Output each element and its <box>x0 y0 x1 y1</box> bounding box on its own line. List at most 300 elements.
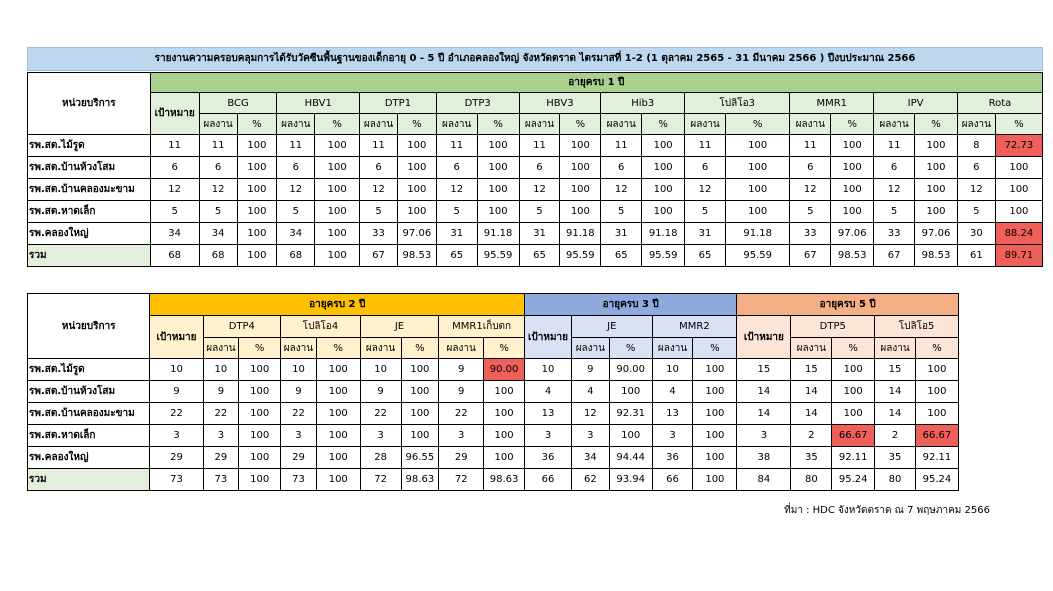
percent-value: 96.55 <box>401 447 439 469</box>
percent-value: 66.67 <box>832 425 875 447</box>
percent-value: 100 <box>316 381 360 403</box>
percent-value: 100 <box>397 157 436 179</box>
work-value: 65 <box>601 245 642 267</box>
work-value: 11 <box>519 135 560 157</box>
work-value: 3 <box>439 425 484 447</box>
target-value: 10 <box>525 359 572 381</box>
work-value: 3 <box>281 425 317 447</box>
percent-value: 100 <box>915 381 958 403</box>
percent-value: 100 <box>316 425 360 447</box>
target-header: เป้าหมาย <box>150 316 203 359</box>
percent-value: 100 <box>316 403 360 425</box>
percent-value: 92.11 <box>832 447 875 469</box>
vaccine-header: HBV1 <box>277 93 360 114</box>
work-value: 73 <box>203 469 239 491</box>
percent-value: 100 <box>642 157 685 179</box>
percent-value: 89.71 <box>995 245 1042 267</box>
percent-value: 100 <box>725 201 789 223</box>
percent-value: 100 <box>693 381 737 403</box>
percent-value: 100 <box>915 135 958 157</box>
vaccine-header: MMR1เก็บตก <box>439 316 525 338</box>
target-header: เป้าหมาย <box>525 316 572 359</box>
age1-coverage-table <box>27 72 1043 267</box>
percent-value: 91.18 <box>642 223 685 245</box>
percent-value: 100 <box>560 157 601 179</box>
work-value: 2 <box>875 425 916 447</box>
unit-name: รพ.สต.บ้านห้วงโสม <box>28 381 150 403</box>
work-value: 65 <box>519 245 560 267</box>
work-subheader: ผลงาน <box>652 338 693 359</box>
vaccine-header: BCG <box>199 93 277 114</box>
percent-value: 98.63 <box>484 469 525 491</box>
work-value: 5 <box>685 201 726 223</box>
percent-value: 100 <box>484 425 525 447</box>
percent-value: 100 <box>239 403 281 425</box>
target-value: 9 <box>150 381 203 403</box>
percent-value: 97.06 <box>397 223 436 245</box>
percent-value: 100 <box>915 179 958 201</box>
percent-value: 100 <box>477 179 519 201</box>
target-value: 3 <box>525 425 572 447</box>
percent-subheader: % <box>915 114 958 135</box>
work-value: 29 <box>281 447 317 469</box>
percent-value: 100 <box>560 201 601 223</box>
unit-name: รพ.สต.บ้านคลองมะขาม <box>28 179 151 201</box>
work-value: 15 <box>875 359 916 381</box>
percent-value: 100 <box>239 425 281 447</box>
percent-subheader: % <box>832 338 875 359</box>
work-value: 33 <box>874 223 915 245</box>
work-value: 80 <box>875 469 916 491</box>
work-value: 5 <box>957 201 995 223</box>
target-value: 34 <box>150 223 199 245</box>
work-value: 9 <box>203 381 239 403</box>
unit-header: หน่วยบริการ <box>28 294 150 359</box>
percent-value: 100 <box>239 381 281 403</box>
target-value: 36 <box>525 447 572 469</box>
work-value: 31 <box>601 223 642 245</box>
unit-name: รพ.สต.หาดเล็ก <box>28 201 151 223</box>
percent-value: 100 <box>316 447 360 469</box>
work-value: 36 <box>652 447 693 469</box>
source-note: ที่มา : HDC จังหวัดตราด ณ 7 พฤษภาคม 2566 <box>784 505 990 516</box>
work-value: 11 <box>199 135 237 157</box>
report-title: รายงานความครอบคลุมการได้รับวัคซีนพื้นฐานของเด็กอายุ 0 - 5 ปี อำเภอคลองใหญ่ จังหวัดตราด ไตรมาสที่ 1-2 (1 ตุลาคม 2565 - 31 มีนาคม 2566 ) ปีงบประมาณ 2566 <box>27 47 1043 71</box>
work-value: 5 <box>199 201 237 223</box>
work-value: 33 <box>790 223 831 245</box>
work-value: 6 <box>277 157 315 179</box>
work-value: 67 <box>360 245 398 267</box>
percent-value: 100 <box>484 381 525 403</box>
percent-subheader: % <box>397 114 436 135</box>
percent-subheader: % <box>995 114 1042 135</box>
work-value: 9 <box>360 381 401 403</box>
percent-value: 92.11 <box>915 447 958 469</box>
age5-header: อายุครบ 5 ปี <box>737 294 959 316</box>
work-value: 6 <box>360 157 398 179</box>
percent-value: 100 <box>237 201 277 223</box>
target-value: 10 <box>150 359 203 381</box>
work-value: 34 <box>277 223 315 245</box>
percent-value: 88.24 <box>995 223 1042 245</box>
percent-subheader: % <box>239 338 281 359</box>
work-value: 5 <box>436 201 477 223</box>
work-value: 68 <box>199 245 237 267</box>
percent-value: 100 <box>239 469 281 491</box>
percent-value: 98.53 <box>397 245 436 267</box>
work-value: 5 <box>360 201 398 223</box>
percent-value: 100 <box>832 359 875 381</box>
percent-value: 91.18 <box>477 223 519 245</box>
work-value: 11 <box>874 135 915 157</box>
work-value: 6 <box>957 157 995 179</box>
percent-value: 100 <box>831 135 874 157</box>
work-value: 28 <box>360 447 401 469</box>
target-value: 14 <box>737 403 791 425</box>
work-value: 62 <box>571 469 609 491</box>
work-value: 12 <box>957 179 995 201</box>
percent-subheader: % <box>831 114 874 135</box>
age-group-header: อายุครบ 1 ปี <box>150 73 1042 93</box>
work-subheader: ผลงาน <box>791 338 832 359</box>
work-value: 15 <box>791 359 832 381</box>
percent-value: 72.73 <box>995 135 1042 157</box>
total-row-label: รวม <box>28 469 150 491</box>
work-value: 11 <box>685 135 726 157</box>
work-value: 12 <box>685 179 726 201</box>
work-value: 12 <box>519 179 560 201</box>
target-value: 15 <box>737 359 791 381</box>
work-value: 6 <box>685 157 726 179</box>
work-value: 31 <box>519 223 560 245</box>
work-value: 65 <box>436 245 477 267</box>
percent-value: 100 <box>315 157 360 179</box>
age2-header: อายุครบ 2 ปี <box>150 294 525 316</box>
unit-name: รพ.สต.หาดเล็ก <box>28 425 150 447</box>
percent-value: 100 <box>642 201 685 223</box>
work-value: 12 <box>360 179 398 201</box>
work-subheader: ผลงาน <box>277 114 315 135</box>
work-value: 5 <box>277 201 315 223</box>
work-value: 22 <box>360 403 401 425</box>
unit-name: รพ.คลองใหญ่ <box>28 447 150 469</box>
percent-value: 98.63 <box>401 469 439 491</box>
work-value: 33 <box>360 223 398 245</box>
percent-value: 100 <box>315 135 360 157</box>
work-value: 5 <box>874 201 915 223</box>
work-subheader: ผลงาน <box>203 338 239 359</box>
vaccine-header: Rota <box>957 93 1042 114</box>
percent-value: 95.24 <box>915 469 958 491</box>
percent-value: 100 <box>560 135 601 157</box>
vaccine-header: โปลิโอ4 <box>281 316 361 338</box>
percent-subheader: % <box>642 114 685 135</box>
work-value: 9 <box>281 381 317 403</box>
work-value: 72 <box>360 469 401 491</box>
percent-subheader: % <box>315 114 360 135</box>
percent-value: 66.67 <box>915 425 958 447</box>
percent-value: 100 <box>609 381 652 403</box>
target-value: 12 <box>150 179 199 201</box>
percent-value: 100 <box>315 179 360 201</box>
percent-value: 100 <box>484 447 525 469</box>
percent-subheader: % <box>401 338 439 359</box>
percent-value: 100 <box>401 359 439 381</box>
work-value: 5 <box>601 201 642 223</box>
work-value: 12 <box>874 179 915 201</box>
work-subheader: ผลงาน <box>360 338 401 359</box>
percent-value: 100 <box>237 157 277 179</box>
work-value: 31 <box>436 223 477 245</box>
percent-value: 100 <box>832 403 875 425</box>
target-value: 3 <box>737 425 791 447</box>
vaccine-header: JE <box>360 316 439 338</box>
work-value: 22 <box>439 403 484 425</box>
work-value: 5 <box>790 201 831 223</box>
target-header: เป้าหมาย <box>737 316 791 359</box>
work-subheader: ผลงาน <box>199 114 237 135</box>
percent-value: 100 <box>237 179 277 201</box>
percent-value: 100 <box>642 135 685 157</box>
work-value: 65 <box>685 245 726 267</box>
target-value: 6 <box>150 157 199 179</box>
target-value: 5 <box>150 201 199 223</box>
percent-value: 100 <box>316 469 360 491</box>
work-value: 4 <box>652 381 693 403</box>
vaccine-header: MMR1 <box>790 93 874 114</box>
work-value: 35 <box>875 447 916 469</box>
percent-value: 100 <box>401 425 439 447</box>
work-value: 9 <box>571 359 609 381</box>
target-value: 4 <box>525 381 572 403</box>
work-subheader: ผลงาน <box>571 338 609 359</box>
work-value: 29 <box>439 447 484 469</box>
target-value: 13 <box>525 403 572 425</box>
percent-subheader: % <box>693 338 737 359</box>
percent-value: 100 <box>693 447 737 469</box>
work-value: 66 <box>652 469 693 491</box>
percent-value: 92.31 <box>609 403 652 425</box>
unit-name: รพ.คลองใหญ่ <box>28 223 151 245</box>
percent-value: 100 <box>693 469 737 491</box>
work-value: 12 <box>601 179 642 201</box>
target-value: 3 <box>150 425 203 447</box>
work-value: 12 <box>571 403 609 425</box>
percent-value: 100 <box>315 201 360 223</box>
work-value: 10 <box>203 359 239 381</box>
unit-name: รพ.สต.ไม้รูด <box>28 359 150 381</box>
percent-subheader: % <box>484 338 525 359</box>
work-value: 5 <box>519 201 560 223</box>
work-value: 35 <box>791 447 832 469</box>
work-subheader: ผลงาน <box>790 114 831 135</box>
target-value: 68 <box>150 245 199 267</box>
work-value: 29 <box>203 447 239 469</box>
work-value: 13 <box>652 403 693 425</box>
vaccine-header: DTP1 <box>360 93 437 114</box>
work-value: 22 <box>203 403 239 425</box>
age2-5-coverage-table <box>27 293 959 491</box>
work-subheader: ผลงาน <box>601 114 642 135</box>
percent-value: 97.06 <box>915 223 958 245</box>
percent-subheader: % <box>609 338 652 359</box>
percent-value: 94.44 <box>609 447 652 469</box>
percent-value: 91.18 <box>560 223 601 245</box>
work-value: 2 <box>791 425 832 447</box>
percent-value: 100 <box>831 157 874 179</box>
work-value: 6 <box>199 157 237 179</box>
work-value: 3 <box>203 425 239 447</box>
target-value: 22 <box>150 403 203 425</box>
percent-value: 100 <box>237 223 277 245</box>
work-value: 34 <box>571 447 609 469</box>
work-subheader: ผลงาน <box>957 114 995 135</box>
percent-value: 100 <box>477 201 519 223</box>
percent-subheader: % <box>725 114 789 135</box>
target-value: 73 <box>150 469 203 491</box>
target-value: 84 <box>737 469 791 491</box>
target-value: 29 <box>150 447 203 469</box>
percent-value: 100 <box>915 359 958 381</box>
percent-value: 100 <box>477 157 519 179</box>
percent-subheader: % <box>477 114 519 135</box>
percent-value: 100 <box>915 157 958 179</box>
percent-value: 90.00 <box>609 359 652 381</box>
work-value: 73 <box>281 469 317 491</box>
work-value: 12 <box>790 179 831 201</box>
vaccine-header: JE <box>571 316 652 338</box>
work-value: 4 <box>571 381 609 403</box>
work-value: 9 <box>439 359 484 381</box>
work-subheader: ผลงาน <box>439 338 484 359</box>
percent-subheader: % <box>915 338 958 359</box>
unit-name: รพ.สต.บ้านห้วงโสม <box>28 157 151 179</box>
percent-value: 100 <box>831 201 874 223</box>
vaccine-header: MMR2 <box>652 316 737 338</box>
percent-value: 100 <box>477 135 519 157</box>
unit-name: รพ.สต.ไม้รูด <box>28 135 151 157</box>
target-value: 11 <box>150 135 199 157</box>
work-value: 72 <box>439 469 484 491</box>
percent-value: 97.06 <box>831 223 874 245</box>
percent-value: 100 <box>693 359 737 381</box>
vaccine-header: โปลิโอ5 <box>875 316 959 338</box>
percent-value: 95.59 <box>477 245 519 267</box>
work-value: 14 <box>875 403 916 425</box>
work-value: 67 <box>790 245 831 267</box>
work-value: 11 <box>436 135 477 157</box>
work-value: 6 <box>436 157 477 179</box>
vaccine-header: IPV <box>874 93 958 114</box>
percent-value: 100 <box>693 403 737 425</box>
work-value: 14 <box>791 403 832 425</box>
work-subheader: ผลงาน <box>875 338 916 359</box>
work-value: 10 <box>360 359 401 381</box>
percent-value: 100 <box>831 179 874 201</box>
target-header: เป้าหมาย <box>150 93 199 135</box>
work-value: 10 <box>652 359 693 381</box>
work-value: 6 <box>601 157 642 179</box>
percent-value: 100 <box>401 381 439 403</box>
work-value: 80 <box>791 469 832 491</box>
work-subheader: ผลงาน <box>685 114 726 135</box>
work-value: 12 <box>436 179 477 201</box>
target-value: 14 <box>737 381 791 403</box>
work-value: 12 <box>277 179 315 201</box>
target-value: 38 <box>737 447 791 469</box>
vaccine-header: HBV3 <box>519 93 601 114</box>
work-subheader: ผลงาน <box>519 114 560 135</box>
percent-value: 100 <box>397 135 436 157</box>
total-row-label: รวม <box>28 245 151 267</box>
work-value: 30 <box>957 223 995 245</box>
unit-name: รพ.สต.บ้านคลองมะขาม <box>28 403 150 425</box>
percent-value: 100 <box>397 179 436 201</box>
work-value: 12 <box>199 179 237 201</box>
work-value: 31 <box>685 223 726 245</box>
work-value: 67 <box>874 245 915 267</box>
percent-value: 98.53 <box>831 245 874 267</box>
work-value: 9 <box>439 381 484 403</box>
percent-value: 100 <box>642 179 685 201</box>
work-value: 61 <box>957 245 995 267</box>
percent-value: 100 <box>725 179 789 201</box>
percent-value: 100 <box>915 201 958 223</box>
percent-value: 100 <box>995 157 1042 179</box>
work-value: 11 <box>790 135 831 157</box>
percent-value: 100 <box>560 179 601 201</box>
vaccine-header: Hib3 <box>601 93 685 114</box>
work-value: 14 <box>791 381 832 403</box>
percent-value: 100 <box>832 381 875 403</box>
percent-value: 100 <box>609 425 652 447</box>
percent-value: 93.94 <box>609 469 652 491</box>
percent-value: 100 <box>315 245 360 267</box>
work-subheader: ผลงาน <box>360 114 398 135</box>
percent-value: 98.53 <box>915 245 958 267</box>
work-value: 22 <box>281 403 317 425</box>
work-value: 11 <box>360 135 398 157</box>
work-subheader: ผลงาน <box>281 338 317 359</box>
work-value: 3 <box>652 425 693 447</box>
percent-value: 90.00 <box>484 359 525 381</box>
percent-value: 100 <box>239 447 281 469</box>
vaccine-header: DTP4 <box>203 316 281 338</box>
work-value: 8 <box>957 135 995 157</box>
percent-value: 95.59 <box>725 245 789 267</box>
vaccine-header: โปลิโอ3 <box>685 93 790 114</box>
work-value: 11 <box>601 135 642 157</box>
work-value: 14 <box>875 381 916 403</box>
work-value: 6 <box>790 157 831 179</box>
percent-value: 100 <box>484 403 525 425</box>
percent-subheader: % <box>560 114 601 135</box>
age3-header: อายุครบ 3 ปี <box>525 294 737 316</box>
vaccine-header: DTP3 <box>436 93 519 114</box>
work-value: 3 <box>360 425 401 447</box>
percent-value: 100 <box>315 223 360 245</box>
percent-value: 100 <box>995 201 1042 223</box>
work-subheader: ผลงาน <box>874 114 915 135</box>
work-subheader: ผลงาน <box>436 114 477 135</box>
percent-value: 100 <box>316 359 360 381</box>
percent-value: 91.18 <box>725 223 789 245</box>
percent-value: 100 <box>693 425 737 447</box>
percent-value: 100 <box>995 179 1042 201</box>
target-value: 66 <box>525 469 572 491</box>
percent-value: 95.59 <box>560 245 601 267</box>
percent-value: 100 <box>725 157 789 179</box>
